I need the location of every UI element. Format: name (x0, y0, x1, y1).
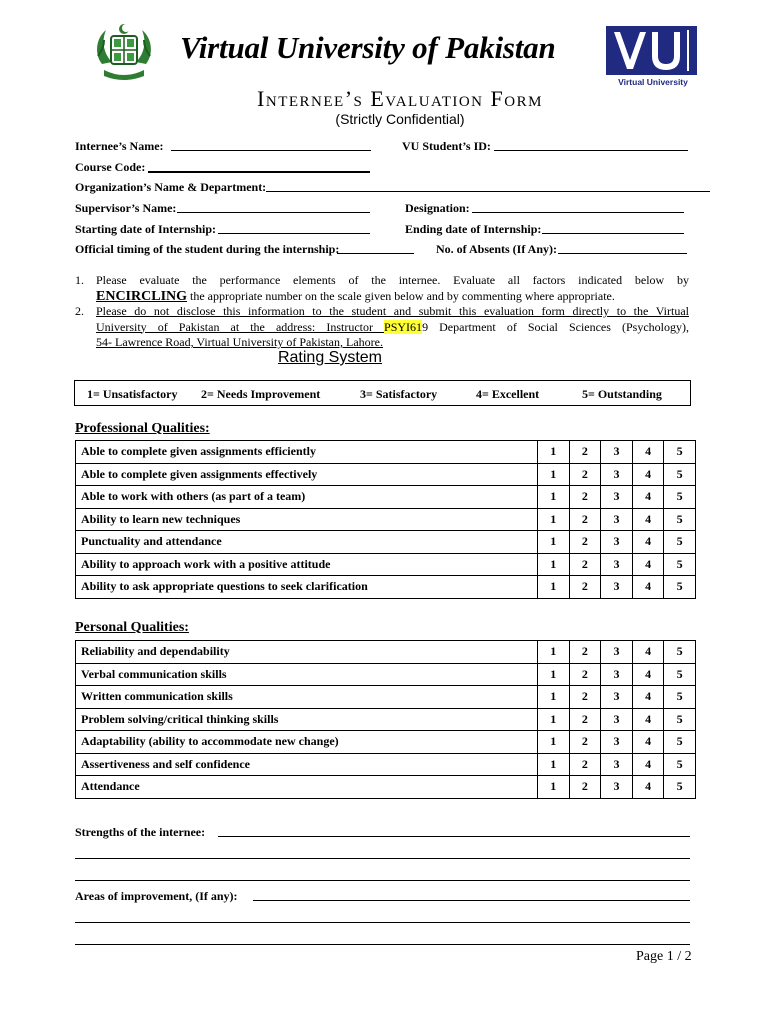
quality-item: Able to complete given assignments effectively (76, 463, 538, 486)
rating-option-4[interactable]: 4 (632, 663, 664, 686)
rating-option-5[interactable]: 5 (664, 663, 696, 686)
instruction-1 (75, 273, 689, 304)
rating-option-2[interactable]: 2 (569, 463, 601, 486)
rating-scale-box (74, 380, 691, 406)
internee-name-field[interactable] (171, 150, 371, 151)
rating-option-5[interactable]: 5 (664, 576, 696, 599)
quality-item: Able to complete given assignments efficiently (76, 441, 538, 464)
rating-option-5[interactable]: 5 (664, 508, 696, 531)
supervisor-field[interactable] (177, 212, 370, 213)
rating-option-1[interactable]: 1 (538, 731, 570, 754)
rating-option-3[interactable]: 3 (601, 708, 633, 731)
table-row (76, 441, 696, 464)
rating-option-4[interactable]: 4 (632, 753, 664, 776)
rating-option-4[interactable]: 4 (632, 641, 664, 664)
rating-option-2[interactable]: 2 (569, 663, 601, 686)
rating-option-2[interactable]: 2 (569, 708, 601, 731)
instruction-2-line2: University of Pakistan at the address: Instructor PSYI619 Department of Social Sciences (Psychology), (96, 319, 689, 334)
quality-item: Ability to ask appropriate questions to seek clarification (76, 576, 538, 599)
rating-option-3[interactable]: 3 (601, 753, 633, 776)
table-row (76, 486, 696, 509)
rating-option-1[interactable]: 1 (538, 441, 570, 464)
end-date-label: Ending date of Internship: (405, 222, 542, 236)
form-title: Internee’s Evaluation Form (257, 86, 543, 111)
course-code-label: Course Code: (75, 160, 146, 174)
quality-item: Ability to approach work with a positive attitude (76, 553, 538, 576)
rating-option-4[interactable]: 4 (632, 486, 664, 509)
instruction-1-number: 1. (75, 273, 84, 287)
instruction-2-address: 54- Lawrence Road, Virtual University of Pakistan, Lahore. (96, 335, 383, 349)
pakistan-emblem-logo (92, 20, 156, 84)
absents-field[interactable] (558, 253, 687, 254)
personal-qualities-heading: Personal Qualities: (75, 620, 189, 635)
university-title: Virtual University of Pakistan (180, 30, 556, 65)
strengths-field[interactable] (218, 836, 690, 837)
rating-scale-3: 3= Satisfactory (360, 387, 438, 401)
rating-option-3[interactable]: 3 (601, 486, 633, 509)
table-row (76, 641, 696, 664)
rating-option-2[interactable]: 2 (569, 686, 601, 709)
table-row (76, 508, 696, 531)
quality-item: Punctuality and attendance (76, 531, 538, 554)
rating-option-5[interactable]: 5 (664, 776, 696, 799)
rating-option-3[interactable]: 3 (601, 508, 633, 531)
strengths-label: Strengths of the internee: (75, 825, 206, 839)
rating-option-1[interactable]: 1 (538, 576, 570, 599)
rating-option-4[interactable]: 4 (632, 708, 664, 731)
improvement-line-2[interactable] (75, 922, 690, 923)
instruction-1-emphasis: ENCIRCLING (96, 288, 188, 304)
rating-option-5[interactable]: 5 (664, 441, 696, 464)
rating-option-2[interactable]: 2 (569, 508, 601, 531)
course-code-highlight: PSYI61 (384, 319, 423, 334)
rating-option-2[interactable]: 2 (569, 753, 601, 776)
rating-scale-4: 4= Excellent (476, 387, 540, 401)
timing-label: Official timing of the student during the internship: (75, 242, 340, 256)
rating-option-3[interactable]: 3 (601, 531, 633, 554)
personal-qualities-table (75, 640, 696, 799)
rating-option-5[interactable]: 5 (664, 686, 696, 709)
improvement-field[interactable] (253, 900, 690, 901)
rating-system-title: Rating System (277, 349, 383, 366)
rating-option-5[interactable]: 5 (664, 553, 696, 576)
rating-option-5[interactable]: 5 (664, 486, 696, 509)
table-row (76, 463, 696, 486)
rating-option-1[interactable]: 1 (538, 531, 570, 554)
quality-item: Reliability and dependability (76, 641, 538, 664)
rating-option-4[interactable]: 4 (632, 553, 664, 576)
quality-item: Assertiveness and self confidence (76, 753, 538, 776)
table-row (76, 776, 696, 799)
supervisor-label: Supervisor’s Name: (75, 201, 177, 215)
rating-option-1[interactable]: 1 (538, 553, 570, 576)
instruction-1-rest: the appropriate number on the scale given below and by commenting where appropriate. (187, 288, 615, 303)
org-dept-label: Organization’s Name & Department: (75, 180, 267, 194)
rating-option-3[interactable]: 3 (601, 776, 633, 799)
rating-option-2[interactable]: 2 (569, 486, 601, 509)
table-row (76, 663, 696, 686)
rating-option-3[interactable]: 3 (601, 441, 633, 464)
rating-option-2[interactable]: 2 (569, 776, 601, 799)
quality-item: Adaptability (ability to accommodate new change) (76, 731, 538, 754)
rating-option-3[interactable]: 3 (601, 463, 633, 486)
confidential-note: (Strictly Confidential) (335, 111, 465, 127)
rating-option-5[interactable]: 5 (664, 753, 696, 776)
table-row (76, 576, 696, 599)
rating-option-5[interactable]: 5 (664, 708, 696, 731)
quality-item: Attendance (76, 776, 538, 799)
table-row (76, 753, 696, 776)
rating-option-1[interactable]: 1 (538, 663, 570, 686)
professional-qualities-table (75, 440, 696, 599)
quality-item: Verbal communication skills (76, 663, 538, 686)
instruction-1-line1: Please evaluate the performance elements of the internee. Evaluate all factors indicated below by (96, 273, 689, 287)
rating-option-3[interactable]: 3 (601, 553, 633, 576)
table-row (76, 731, 696, 754)
professional-qualities-heading: Professional Qualities: (75, 421, 210, 436)
rating-option-3[interactable]: 3 (601, 663, 633, 686)
internee-name-label: Internee’s Name: (75, 139, 164, 153)
rating-option-1[interactable]: 1 (538, 753, 570, 776)
footer-divider (75, 944, 690, 945)
rating-option-1[interactable]: 1 (538, 776, 570, 799)
rating-scale-1: 1= Unsatisfactory (87, 387, 178, 401)
rating-option-2[interactable]: 2 (569, 576, 601, 599)
rating-option-5[interactable]: 5 (664, 531, 696, 554)
vu-logo-caption: Virtual University (618, 77, 688, 87)
table-row (76, 686, 696, 709)
rating-scale-2: 2= Needs Improvement (201, 387, 321, 401)
table-row (76, 553, 696, 576)
absents-label: No. of Absents (If Any): (436, 242, 558, 256)
rating-option-2[interactable]: 2 (569, 641, 601, 664)
rating-option-2[interactable]: 2 (569, 441, 601, 464)
rating-option-3[interactable]: 3 (601, 686, 633, 709)
rating-option-4[interactable]: 4 (632, 463, 664, 486)
course-code-field[interactable] (148, 171, 370, 173)
rating-option-4[interactable]: 4 (632, 441, 664, 464)
quality-item: Able to work with others (as part of a team) (76, 486, 538, 509)
designation-label: Designation: (405, 201, 470, 215)
start-date-label: Starting date of Internship: (75, 222, 217, 236)
rating-option-1[interactable]: 1 (538, 686, 570, 709)
rating-option-3[interactable]: 3 (601, 641, 633, 664)
rating-option-1[interactable]: 1 (538, 463, 570, 486)
improvement-label: Areas of improvement, (If any): (75, 889, 238, 903)
rating-option-5[interactable]: 5 (664, 463, 696, 486)
designation-field[interactable] (472, 212, 684, 213)
rating-option-2[interactable]: 2 (569, 531, 601, 554)
table-row (76, 708, 696, 731)
rating-option-4[interactable]: 4 (632, 686, 664, 709)
rating-option-5[interactable]: 5 (664, 731, 696, 754)
quality-item: Problem solving/critical thinking skills (76, 708, 538, 731)
instruction-2 (75, 304, 689, 351)
rating-option-2[interactable]: 2 (569, 553, 601, 576)
org-dept-field[interactable] (266, 191, 710, 192)
rating-option-4[interactable]: 4 (632, 576, 664, 599)
rating-option-4[interactable]: 4 (632, 731, 664, 754)
rating-option-4[interactable]: 4 (632, 531, 664, 554)
rating-option-1[interactable]: 1 (538, 641, 570, 664)
instruction-2-number: 2. (75, 304, 84, 318)
quality-item: Written communication skills (76, 686, 538, 709)
rating-option-4[interactable]: 4 (632, 508, 664, 531)
rating-option-3[interactable]: 3 (601, 576, 633, 599)
rating-option-5[interactable]: 5 (664, 641, 696, 664)
rating-option-4[interactable]: 4 (632, 776, 664, 799)
vu-logo (606, 26, 700, 88)
rating-option-2[interactable]: 2 (569, 731, 601, 754)
strengths-line-3[interactable] (75, 880, 690, 881)
rating-scale-5: 5= Outstanding (582, 387, 662, 401)
rating-option-3[interactable]: 3 (601, 731, 633, 754)
strengths-line-2[interactable] (75, 858, 690, 859)
student-id-field[interactable] (494, 150, 688, 151)
rating-option-1[interactable]: 1 (538, 708, 570, 731)
end-date-field[interactable] (542, 233, 684, 234)
quality-item: Ability to learn new techniques (76, 508, 538, 531)
instruction-2-line1: Please do not disclose this information to the student and submit this evaluation form directly to the Virtual (96, 304, 689, 318)
start-date-field[interactable] (218, 233, 370, 234)
rating-option-1[interactable]: 1 (538, 508, 570, 531)
timing-field[interactable] (337, 253, 414, 254)
table-row (76, 531, 696, 554)
rating-option-1[interactable]: 1 (538, 486, 570, 509)
student-id-label: VU Student’s ID: (402, 139, 491, 153)
page-number: Page 1 / 2 (636, 949, 692, 964)
